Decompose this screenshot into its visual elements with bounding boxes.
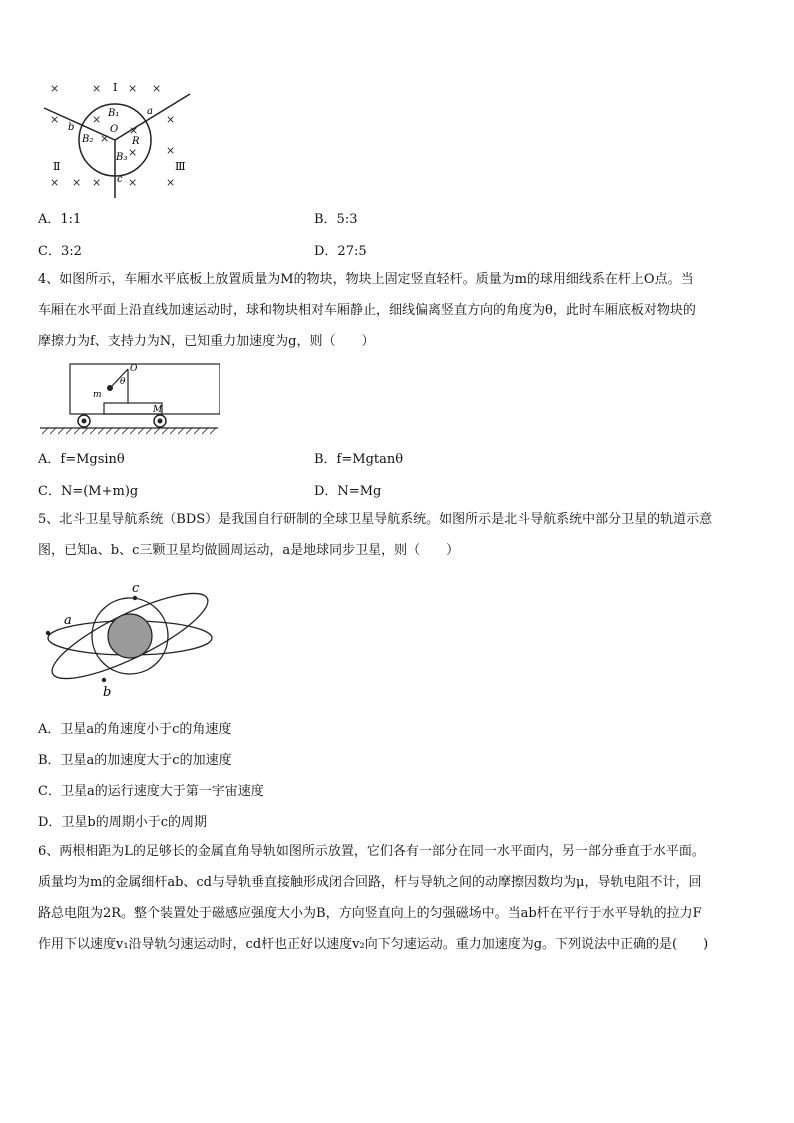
point-label-O: O <box>110 124 119 135</box>
cross-mark: × <box>129 124 139 137</box>
cross-mark: × <box>92 176 102 189</box>
q6-stem <box>38 836 758 960</box>
q3-option-c: C．3:2 <box>38 244 82 259</box>
cross-mark: × <box>166 144 176 157</box>
q3-magnetic-field-figure <box>36 78 201 200</box>
region-label-3: Ⅲ <box>175 160 186 173</box>
cross-mark: × <box>128 176 138 189</box>
cross-mark: × <box>50 176 60 189</box>
q6-stem-line: 质量均为m的金属细杆ab、cd与导轨垂直接触形成闭合回路，杆与导轨之间的动摩擦因数均为μ，导轨电阻不计，回 <box>38 875 702 890</box>
q5-stem-line: 图，已知a、b、c三颗卫星均做圆周运动，a是地球同步卫星，则（ ） <box>38 543 460 558</box>
q5-stem <box>38 504 758 566</box>
point-label-R: R <box>132 136 140 147</box>
q6-stem-line: 6、两根相距为L的足够长的金属直角导轨如图所示放置，它们各有一部分在同一水平面内，另一部分垂直于水平面。 <box>38 844 705 859</box>
satellite-label-a: a <box>64 613 72 628</box>
field-label-b3: B₃ <box>116 152 128 163</box>
angle-label-theta: θ <box>120 377 126 387</box>
point-label-O: O <box>130 364 138 374</box>
q4-stem <box>38 264 758 357</box>
q5-option-c: C．卫星a的运行速度大于第一宇宙速度 <box>38 784 264 799</box>
satellite-label-c: c <box>132 581 140 596</box>
point-label-c: c <box>117 174 123 185</box>
q3-option-b: B．5:3 <box>314 212 358 227</box>
q6-stem-line: 路总电阻为2R。整个装置处于磁感应强度大小为B，方向竖直向上的匀强磁场中。当ab杆在平行于水平导轨的拉力F <box>38 906 702 921</box>
q4-stem-line: 车厢在水平面上沿直线加速运动时，球和物块相对车厢静止，细线偏离竖直方向的角度为θ，此时车厢底板对物块的 <box>38 303 696 318</box>
q5-satellite-orbits-figure <box>40 580 220 700</box>
cross-mark: × <box>166 113 176 126</box>
q4-train-car-figure <box>40 360 220 440</box>
cross-mark: × <box>92 113 102 126</box>
point-label-b: b <box>68 122 75 133</box>
region-label-1: Ⅰ <box>113 81 118 94</box>
q5-option-a: A．卫星a的角速度小于c的角速度 <box>38 722 232 737</box>
cross-mark: × <box>128 82 138 95</box>
q3-option-a: A．1:1 <box>38 212 82 227</box>
q5-option-d: D．卫星b的周期小于c的周期 <box>38 815 208 830</box>
field-label-b2: B₂ <box>82 134 94 145</box>
cross-mark: × <box>50 82 60 95</box>
field-cross-marks <box>50 82 175 189</box>
q5-stem-line: 5、北斗卫星导航系统（BDS）是我国自行研制的全球卫星导航系统。如图所示是北斗导航系统中部分卫星的轨道示意 <box>38 512 713 527</box>
cross-mark: × <box>128 146 138 159</box>
q4-option-a: A．f=Mgsinθ <box>38 452 125 467</box>
satellite-label-b: b <box>103 685 112 700</box>
region-label-2: Ⅱ <box>53 160 61 173</box>
q3-option-d: D．27:5 <box>314 244 367 259</box>
field-label-b1: B₁ <box>108 108 120 119</box>
q4-stem-line: 4、如图所示，车厢水平底板上放置质量为M的物块，物块上固定竖直轻杆。质量为m的球用细线系在杆上O点。当 <box>38 272 694 287</box>
cross-mark: × <box>166 176 176 189</box>
q5-option-b: B．卫星a的加速度大于c的加速度 <box>38 753 232 768</box>
cross-mark: × <box>152 82 162 95</box>
point-label-a: a <box>147 106 153 117</box>
q4-option-d: D．N=Mg <box>314 484 382 499</box>
q4-option-c: C．N=(M+m)g <box>38 484 139 499</box>
cross-mark: × <box>100 132 110 145</box>
cross-mark: × <box>50 113 60 126</box>
q4-stem-line: 摩擦力为f、支持力为N，已知重力加速度为g，则（ ） <box>38 334 375 349</box>
cross-mark: × <box>92 82 102 95</box>
cross-mark: × <box>72 176 82 189</box>
block-label-M: M <box>153 405 163 415</box>
q4-option-b: B．f=Mgtanθ <box>314 452 404 467</box>
q6-stem-line: 作用下以速度v₁沿导轨匀速运动时，cd杆也正好以速度v₂向下匀速运动。重力加速度为g。下列说法中正确的是( ) <box>38 937 709 952</box>
ball-label-m: m <box>93 390 102 400</box>
